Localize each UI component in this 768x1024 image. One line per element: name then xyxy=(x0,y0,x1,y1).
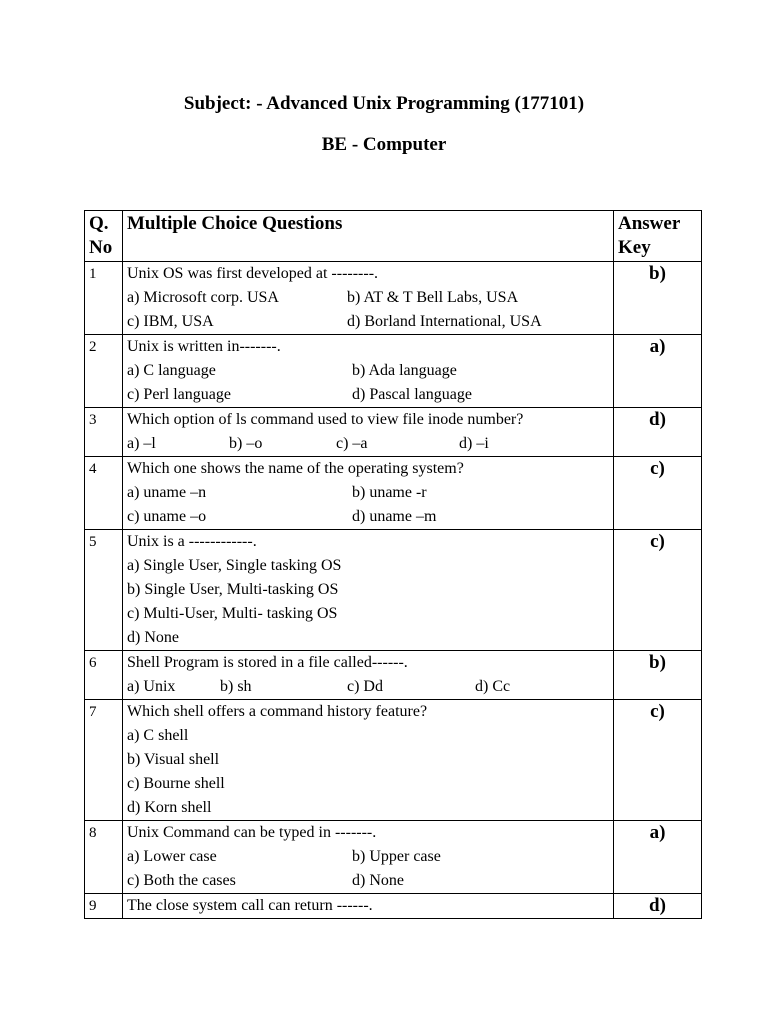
option-a: a) C language xyxy=(127,362,216,379)
option-d: d) None xyxy=(127,629,179,646)
table-row xyxy=(85,335,702,408)
document-subject: Subject: - Advanced Unix Programming (177101) xyxy=(183,93,585,114)
option-list xyxy=(127,554,609,650)
option-list xyxy=(127,675,609,699)
option-c: c) –a xyxy=(336,435,368,452)
option-d: d) None xyxy=(352,872,404,889)
option-c: c) IBM, USA xyxy=(127,313,214,330)
table-row xyxy=(85,457,702,530)
question-number: 5 xyxy=(85,530,123,651)
question-text: Which one shows the name of the operating system? xyxy=(127,460,464,477)
option-a: a) –l xyxy=(127,435,156,452)
answer-key: c) xyxy=(614,700,702,821)
answer-key: d) xyxy=(614,894,702,919)
option-list xyxy=(127,724,609,820)
document-course: BE - Computer xyxy=(321,134,447,155)
question-cell xyxy=(123,262,614,335)
question-text: Unix is a ------------. xyxy=(127,533,257,550)
answer-key: d) xyxy=(614,408,702,457)
answer-key: b) xyxy=(614,262,702,335)
option-c: c) Perl language xyxy=(127,386,231,403)
answer-key: a) xyxy=(614,335,702,408)
table-row xyxy=(85,262,702,335)
question-text: Unix Command can be typed in -------. xyxy=(127,824,377,841)
option-b: b) Upper case xyxy=(352,848,441,865)
answer-key: b) xyxy=(614,651,702,700)
option-a: a) C shell xyxy=(127,727,189,744)
option-d: d) uname –m xyxy=(352,508,437,525)
table-row xyxy=(85,530,702,651)
table-header-row xyxy=(85,211,702,262)
question-text: Unix OS was first developed at --------. xyxy=(127,265,379,282)
table-row xyxy=(85,821,702,894)
option-d: d) Borland International, USA xyxy=(347,313,542,330)
question-text: Unix is written in-------. xyxy=(127,338,281,355)
option-b: b) Visual shell xyxy=(127,751,220,768)
option-list xyxy=(127,845,609,893)
question-cell xyxy=(123,821,614,894)
option-list xyxy=(127,432,609,456)
option-d: d) Korn shell xyxy=(127,799,212,816)
question-number: 9 xyxy=(85,894,123,919)
question-text: Shell Program is stored in a file called------. xyxy=(127,654,408,671)
option-list xyxy=(127,481,609,529)
option-c: c) Multi-User, Multi- tasking OS xyxy=(127,605,338,622)
question-cell xyxy=(123,700,614,821)
table-row xyxy=(85,651,702,700)
table-row xyxy=(85,700,702,821)
mcq-table xyxy=(84,210,702,919)
option-c: c) Both the cases xyxy=(127,872,236,889)
question-text: Which shell offers a command history feature? xyxy=(127,703,428,720)
option-list xyxy=(127,286,609,334)
option-d: d) –i xyxy=(459,435,489,452)
option-d: d) Pascal language xyxy=(352,386,472,403)
option-c: c) Bourne shell xyxy=(127,775,225,792)
question-number: 3 xyxy=(85,408,123,457)
question-cell xyxy=(123,651,614,700)
option-a: a) Unix xyxy=(127,678,176,695)
option-b: b) –o xyxy=(229,435,263,452)
header-multiple-choice-questions: Multiple Choice Questions xyxy=(123,211,614,262)
option-d: d) Cc xyxy=(475,678,511,695)
option-b: b) AT & T Bell Labs, USA xyxy=(347,289,519,306)
option-a: a) Single User, Single tasking OS xyxy=(127,557,342,574)
question-number: 4 xyxy=(85,457,123,530)
question-number: 7 xyxy=(85,700,123,821)
table-row xyxy=(85,408,702,457)
question-number: 1 xyxy=(85,262,123,335)
question-cell xyxy=(123,457,614,530)
question-text: The close system call can return ------. xyxy=(127,897,373,914)
table-row xyxy=(85,894,702,919)
option-a: a) Lower case xyxy=(127,848,217,865)
option-a: a) uname –n xyxy=(127,484,207,501)
option-b: b) Ada language xyxy=(352,362,457,379)
header-question-number: Q. No xyxy=(85,211,123,262)
question-number: 8 xyxy=(85,821,123,894)
question-number: 2 xyxy=(85,335,123,408)
option-c: c) uname –o xyxy=(127,508,207,525)
option-b: b) uname -r xyxy=(352,484,427,501)
question-cell xyxy=(123,894,614,919)
answer-key: c) xyxy=(614,530,702,651)
option-a: a) Microsoft corp. USA xyxy=(127,289,279,306)
question-cell xyxy=(123,408,614,457)
question-text: Which option of ls command used to view file inode number? xyxy=(127,411,524,428)
question-number: 6 xyxy=(85,651,123,700)
answer-key: c) xyxy=(614,457,702,530)
option-list xyxy=(127,359,609,407)
question-cell xyxy=(123,335,614,408)
question-cell xyxy=(123,530,614,651)
option-b: b) Single User, Multi-tasking OS xyxy=(127,581,339,598)
answer-key: a) xyxy=(614,821,702,894)
option-c: c) Dd xyxy=(347,678,383,695)
option-b: b) sh xyxy=(220,678,252,695)
header-answer-key: Answer Key xyxy=(614,211,702,262)
